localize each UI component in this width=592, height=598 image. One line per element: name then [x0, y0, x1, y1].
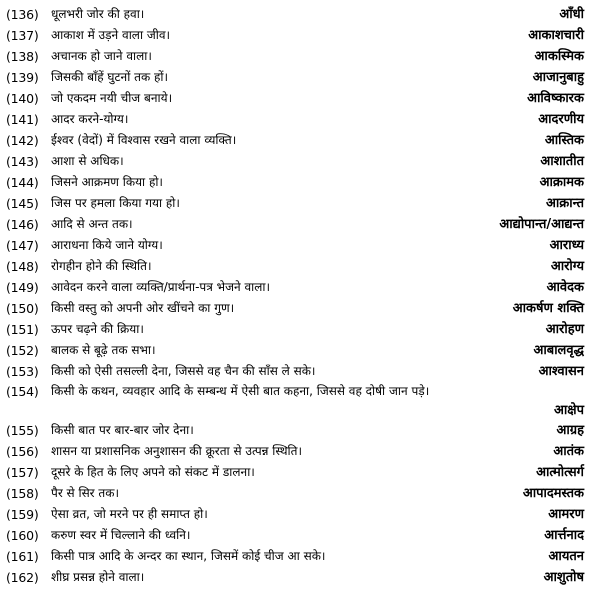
list-item: [6, 88, 586, 109]
entry-word: आँधी: [559, 7, 584, 22]
list-item: [6, 567, 586, 588]
list-item: [6, 214, 586, 235]
list-item: [6, 361, 586, 382]
entry-definition: आदर करने-योग्य।: [51, 112, 129, 126]
entry-number: (139): [6, 70, 39, 85]
entry-word: आग्रह: [556, 423, 584, 438]
entry-word: आशुतोष: [543, 570, 584, 585]
entry-definition: पैर से सिर तक।: [51, 486, 120, 500]
entry-word: आवेदक: [546, 280, 584, 295]
list-item: [6, 25, 586, 46]
entry-definition: आशा से अधिक।: [51, 154, 124, 168]
entry-number: (141): [6, 112, 39, 127]
list-item: [6, 46, 586, 67]
list-item: [6, 319, 586, 340]
entry-definition: किसी वस्तु को अपनी ओर खींचने का गुण।: [51, 301, 235, 315]
entry-word: आयतन: [548, 549, 584, 564]
entry-word: आदरणीय: [538, 112, 584, 127]
list-item: [6, 256, 586, 277]
list-item: [6, 130, 586, 151]
entry-number: (152): [6, 343, 39, 358]
entry-number: (136): [6, 7, 39, 22]
list-item: [6, 4, 586, 25]
entry-word: आबालवृद्ध: [533, 343, 584, 358]
entry-definition: करुण स्वर में चिल्लाने की ध्वनि।: [51, 528, 191, 542]
entry-number: (161): [6, 549, 39, 564]
entry-number: (153): [6, 364, 39, 379]
entry-number: (157): [6, 465, 39, 480]
list-item: [6, 193, 586, 214]
entry-definition: ईश्वर (वेदों) में विश्वास रखने वाला व्यक्ति।: [51, 133, 237, 147]
entry-definition: रोगहीन होने की स्थिति।: [51, 259, 152, 273]
entry-word: आत्मोत्सर्ग: [536, 465, 584, 480]
entry-number: (154): [6, 384, 39, 399]
entry-definition: जिस पर हमला किया गया हो।: [51, 196, 180, 210]
list-item: [6, 298, 586, 319]
list-item: [6, 382, 586, 420]
entry-number: (151): [6, 322, 39, 337]
list-item: [6, 151, 586, 172]
entry-word: आरोहण: [545, 322, 584, 337]
entry-number: (162): [6, 570, 39, 585]
list-item: [6, 441, 586, 462]
entry-number: (146): [6, 217, 39, 232]
entry-number: (145): [6, 196, 39, 211]
entry-definition: धूलभरी जोर की हवा।: [51, 7, 145, 21]
entry-number: (159): [6, 507, 39, 522]
list-item: [6, 483, 586, 504]
entry-number: (137): [6, 28, 39, 43]
entry-word: आमरण: [548, 507, 584, 522]
entry-definition: किसी बात पर बार-बार जोर देना।: [51, 423, 194, 437]
entry-number: (144): [6, 175, 39, 190]
entry-word: आश्वासन: [538, 364, 584, 379]
entry-definition: अचानक हो जाने वाला।: [51, 49, 152, 63]
entry-definition: आदि से अन्त तक।: [51, 217, 133, 231]
list-item: [6, 340, 586, 361]
entry-word: आक्रामक: [539, 175, 584, 190]
entry-definition: किसी के कथन, व्यवहार आदि के सम्बन्ध में ऐसी बात कहना, जिससे वह दोषी जान पड़े।: [51, 384, 430, 398]
list-item: [6, 420, 586, 441]
entry-word: आशातीत: [540, 154, 584, 169]
entry-word: आर्त्तनाद: [544, 528, 584, 543]
list-item: [6, 235, 586, 256]
entry-word: आपादमस्तक: [522, 486, 584, 501]
entry-definition: किसी पात्र आदि के अन्दर का स्थान, जिसमें कोई चीज आ सके।: [51, 549, 326, 563]
entry-word: आकस्मिक: [534, 49, 584, 64]
entry-word: आक्षेप: [554, 403, 584, 418]
entry-word: आराध्य: [549, 238, 584, 253]
entry-number: (147): [6, 238, 39, 253]
entry-definition: शासन या प्रशासनिक अनुशासन की क्रूरता से उत्पन्न स्थिति।: [51, 444, 303, 458]
list-item: [6, 462, 586, 483]
entry-number: (148): [6, 259, 39, 274]
entry-definition: आराधना किये जाने योग्य।: [51, 238, 163, 252]
entry-number: (160): [6, 528, 39, 543]
entry-number: (138): [6, 49, 39, 64]
entry-word: आक्रान्त: [545, 196, 584, 211]
entry-definition: जो एकदम नयी चीज बनाये।: [51, 91, 173, 105]
entry-definition: आकाश में उड़ने वाला जीव।: [51, 28, 171, 42]
list-item: [6, 109, 586, 130]
entry-definition: जिसकी बाँहें घुटनों तक हों।: [51, 70, 169, 84]
entry-number: (149): [6, 280, 39, 295]
entry-word: आविष्कारक: [527, 91, 584, 106]
entry-number: (143): [6, 154, 39, 169]
entry-number: (158): [6, 486, 39, 501]
list-item: [6, 67, 586, 88]
list-item: [6, 277, 586, 298]
entry-word: आतंक: [553, 444, 584, 459]
entry-number: (155): [6, 423, 39, 438]
entry-number: (140): [6, 91, 39, 106]
entry-definition: किसी को ऐसी तसल्ली देना, जिससे वह चैन की साँस ले सके।: [51, 364, 316, 378]
entry-number: (150): [6, 301, 39, 316]
entry-word: आजानुबाहु: [532, 70, 584, 85]
entry-word: आस्तिक: [544, 133, 584, 148]
entry-word: आरोग्य: [550, 259, 584, 274]
entry-word: आद्योपान्त/आद्यन्त: [499, 217, 584, 232]
entry-word: आकर्षण शक्ति: [512, 301, 584, 316]
list-item: [6, 172, 586, 193]
entry-definition: शीघ्र प्रसन्न होने वाला।: [51, 570, 145, 584]
entry-definition: जिसने आक्रमण किया हो।: [51, 175, 163, 189]
entry-definition: ऊपर चढ़ने की क्रिया।: [51, 322, 144, 336]
entry-number: (156): [6, 444, 39, 459]
list-item: [6, 504, 586, 525]
entry-definition: ऐसा व्रत, जो मरने पर ही समाप्त हो।: [51, 507, 208, 521]
list-item: [6, 546, 586, 567]
entry-definition: दूसरे के हित के लिए अपने को संकट में डालना।: [51, 465, 255, 479]
entry-word: आकाशचारी: [528, 28, 584, 43]
entry-number: (142): [6, 133, 39, 148]
entry-definition: आवेदन करने वाला व्यक्ति/प्रार्थना-पत्र भेजने वाला।: [51, 280, 271, 294]
list-item: [6, 525, 586, 546]
entry-definition: बालक से बूढ़े तक सभा।: [51, 343, 156, 357]
